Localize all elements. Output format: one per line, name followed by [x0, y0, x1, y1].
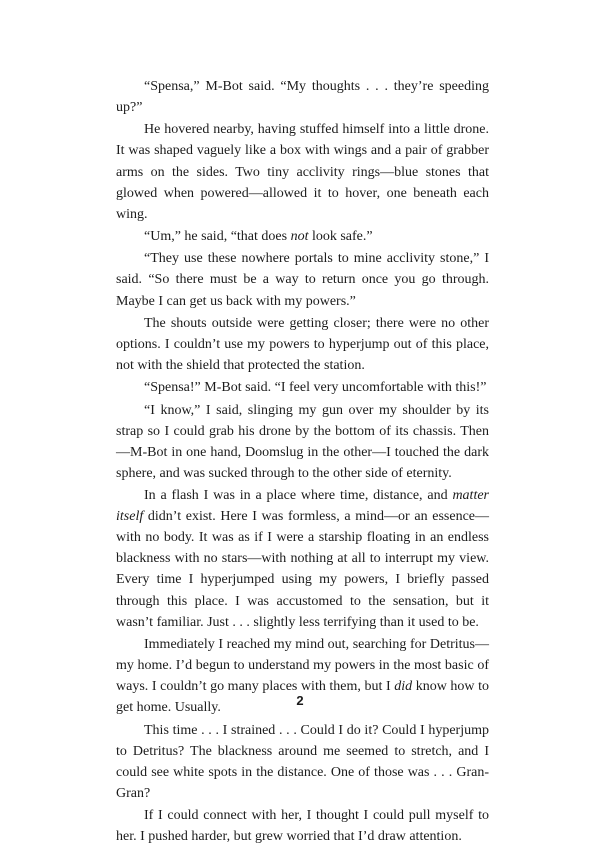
- page-number: 2: [296, 693, 304, 708]
- paragraph: “Um,” he said, “that does not look safe.”: [144, 229, 373, 245]
- paragraph: In a flash I was in a place where time, distance, and matter itself didn’t exist. Here I was formless, a mind—or an essence—with no body. It was as if I were a starship floating in an endless blackness with no stars—with nothing at all to interrupt my view. Every time I hyperjumped using my powers, I briefly passed through this place. I was accustomed to the sensation, but it wasn’t familiar. Just . . . slightly less terrifying than it used to be.: [116, 488, 489, 630]
- italic-emphasis: matter itself: [116, 488, 489, 525]
- paragraph: “I know,” I said, slinging my gun over my shoulder by its strap so I could grab his drone by the bottom of its chassis. Then—M-Bot in one hand, Doomslug in the other—I touched the dark sphere, and was sucked through to the other side of eternity.: [116, 402, 489, 481]
- paragraph: “Spensa!” M-Bot said. “I feel very uncomfortable with this!”: [144, 380, 487, 396]
- body-text: [116, 76, 489, 847]
- paragraph: The shouts outside were getting closer; there were no other options. I couldn’t use my powers to hyperjump out of this place, not with the shield that protected the station.: [116, 315, 489, 373]
- paragraph: “Spensa,” M-Bot said. “My thoughts . . . they’re speeding up?”: [116, 79, 489, 116]
- paragraph: This time . . . I strained . . . Could I do it? Could I hyperjump to Detritus? The blackness around me seemed to stretch, and I could see white spots in the distance. One of those was . . . Gran-Gran?: [116, 722, 489, 801]
- paragraph: If I could connect with her, I thought I could pull myself to her. I pushed harder, but grew worried that I’d draw attention.: [116, 808, 489, 845]
- paragraph: Immediately I reached my mind out, searching for Detritus—my home. I’d begun to understand my powers in the most basic of ways. I couldn’t go many places with them, but I did know how to get home. Usually.: [116, 636, 489, 716]
- paragraph: He hovered nearby, having stuffed himself into a little drone. It was shaped vaguely like a box with wings and a pair of grabber arms on the sides. Two tiny acclivity rings—blue stones that glowed when powered—allowed it to hover, one beneath each wing.: [116, 122, 489, 222]
- paragraph: “They use these nowhere portals to mine acclivity stone,” I said. “So there must be a way to return once you go through. Maybe I can get us back with my powers.”: [116, 251, 489, 309]
- italic-emphasis: did: [394, 679, 413, 695]
- italic-emphasis: not: [290, 229, 309, 245]
